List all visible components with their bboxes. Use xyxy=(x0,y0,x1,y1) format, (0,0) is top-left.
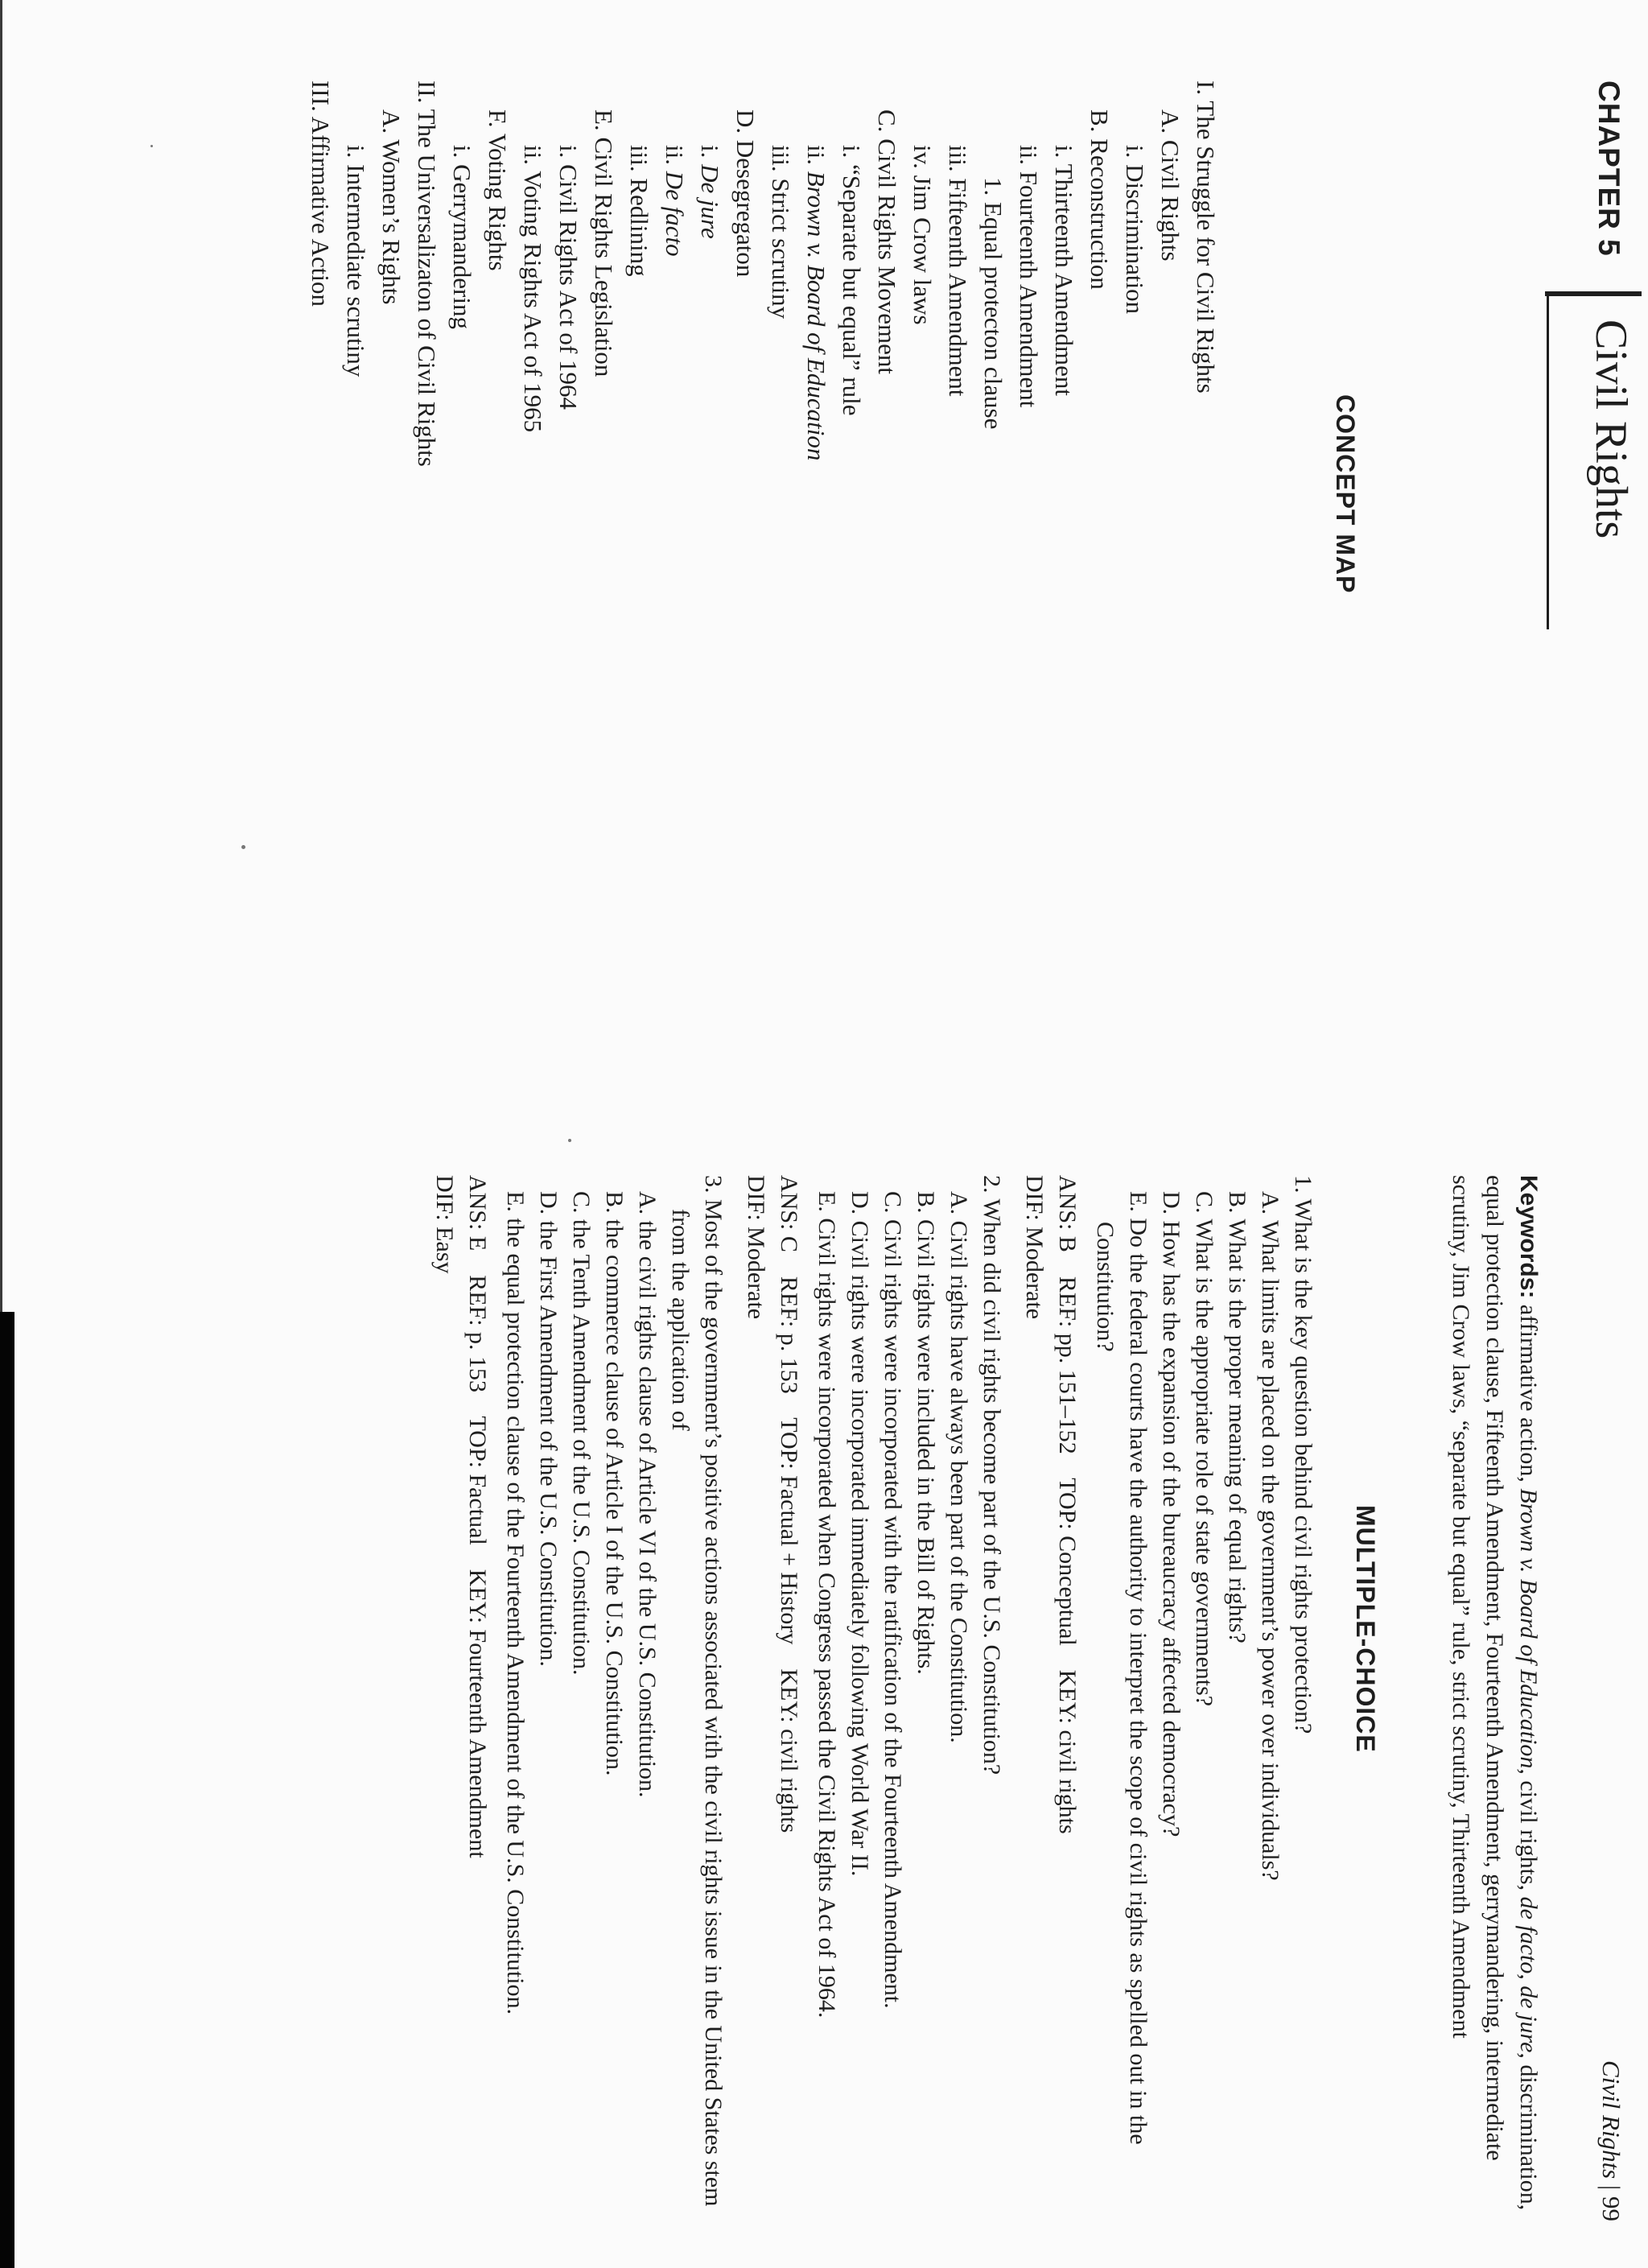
multiple-choice-heading: MULTIPLE-CHOICE xyxy=(1351,1505,1380,1753)
outline-marker: i. xyxy=(838,145,866,159)
answer-option xyxy=(1221,1175,1254,2213)
concept-map-heading: CONCEPT MAP xyxy=(1331,394,1360,594)
outline-item xyxy=(444,80,480,885)
outline-marker: iii. xyxy=(767,145,795,172)
option-letter: E. xyxy=(814,1191,840,1212)
running-head-title: Civil Rights xyxy=(1597,2060,1625,2179)
outline-text: De facto xyxy=(661,171,689,257)
outline-item xyxy=(869,80,904,885)
outline-marker: C. xyxy=(873,109,901,133)
question xyxy=(740,1175,1008,2213)
outline-marker: F. xyxy=(484,109,512,128)
answer-key: KEY: Fourteenth Amendment xyxy=(464,1569,491,1858)
outline-item xyxy=(515,80,550,885)
outline-item xyxy=(409,80,444,885)
outline-marker: i. xyxy=(342,145,370,159)
outline-item xyxy=(338,80,373,885)
answer-ans: ANS: E xyxy=(464,1175,491,1252)
outline-text: Women’s Rights xyxy=(377,139,406,305)
outline-text: The Universalizaton of Civil Rights xyxy=(413,109,441,467)
answer-ans: ANS: C xyxy=(776,1175,802,1252)
option-text: the First Amendment of the U.S. Constitution. xyxy=(535,1220,562,1667)
outline-text: “Separate but equal” rule xyxy=(838,164,866,416)
option-letter: D. xyxy=(535,1191,562,1215)
option-letter: E. xyxy=(502,1191,529,1212)
option-letter: B. xyxy=(1224,1191,1250,1214)
outline-text: Strict scrutiny xyxy=(767,178,795,320)
outline-item xyxy=(480,80,515,885)
option-text: the commerce clause of Article I of the U.S. Constitution. xyxy=(601,1219,628,1776)
scan-speck xyxy=(568,1139,571,1142)
answer-ans: ANS: B xyxy=(1054,1175,1081,1252)
chapter-label: CHAPTER 5 xyxy=(1592,80,1625,257)
answer-ref: REF: p. 153 xyxy=(776,1276,802,1394)
answer-option xyxy=(1254,1175,1287,2213)
outline-marker: III. xyxy=(307,80,335,112)
outline-item xyxy=(1082,80,1117,885)
outline-text: Jim Crow laws xyxy=(908,175,937,325)
answer-difficulty: DIF: Easy xyxy=(431,1175,458,1274)
outline-text: Fifteenth Amendment xyxy=(944,178,972,397)
answer-option xyxy=(942,1175,975,2213)
running-head-separator: | xyxy=(1597,2185,1625,2196)
outline-marker: iii. xyxy=(944,145,972,172)
answer-option xyxy=(843,1175,876,2213)
outline-marker: A. xyxy=(1156,109,1184,134)
option-text: the civil rights clause of Article VI of the U.S. Constitution. xyxy=(634,1220,661,1798)
scan-speck xyxy=(150,145,153,147)
multiple-choice-questions xyxy=(418,1175,1320,2213)
outline-item xyxy=(904,80,940,885)
outline-item xyxy=(940,80,975,885)
outline-text: Gerrymandering xyxy=(448,164,476,329)
outline-marker: A. xyxy=(377,109,406,134)
outline-item xyxy=(303,80,338,885)
answer-key-line xyxy=(1051,1175,1084,2213)
option-letter: C. xyxy=(568,1191,595,1214)
chapter-divider-rule xyxy=(1545,291,1642,296)
outline-marker: i. xyxy=(696,145,724,159)
chapter-title: Civil Rights xyxy=(1586,320,1636,539)
outline-item xyxy=(975,80,1011,885)
chapter-header-rule xyxy=(1547,291,1549,629)
keywords-italic-terms: de facto, de jure, xyxy=(1515,1896,1542,2059)
question-number: 1. xyxy=(1290,1175,1316,1194)
outline-item xyxy=(1152,80,1188,885)
option-letter: B. xyxy=(913,1191,939,1214)
option-letter: B. xyxy=(601,1191,628,1214)
answer-top: TOP: Factual + History xyxy=(776,1417,802,1645)
question-number: 3. xyxy=(700,1175,727,1194)
answer-option xyxy=(565,1175,598,2213)
option-text: the Tenth Amendment of the U.S. Constitution. xyxy=(568,1219,595,1676)
outline-text: Civil Rights Legislation xyxy=(590,137,618,377)
answer-option xyxy=(598,1175,631,2213)
option-text: the equal protection clause of the Fourteenth Amendment of the U.S. Constitution. xyxy=(502,1218,529,2015)
option-text: What is the proper meaning of equal rights? xyxy=(1224,1219,1250,1643)
answer-top: TOP: Conceptual xyxy=(1054,1478,1081,1646)
answer-option xyxy=(909,1175,942,2213)
outline-text: Voting Rights Act of 1965 xyxy=(519,171,547,433)
answer-key: KEY: civil rights xyxy=(1054,1669,1081,1834)
option-letter: D. xyxy=(1158,1191,1184,1215)
outline-text: Fourteenth Amendment xyxy=(1015,171,1043,408)
keywords-label: Keywords: xyxy=(1515,1175,1542,1299)
answer-option xyxy=(810,1175,843,2213)
answer-option xyxy=(1089,1175,1155,2213)
outline-text: Voting Rights xyxy=(484,133,512,271)
outline-marker: E. xyxy=(590,109,618,131)
keywords-part2: civil rights, xyxy=(1515,1780,1542,1891)
outline-item xyxy=(586,80,621,885)
question-number: 2. xyxy=(978,1175,1005,1194)
outline-marker: ii. xyxy=(519,145,547,165)
outline-marker: ii. xyxy=(661,145,689,165)
outline-marker: I. xyxy=(1192,80,1220,96)
outline-text: Discrimination xyxy=(1121,164,1149,315)
outline-text: The Struggle for Civil Rights xyxy=(1192,101,1220,394)
keywords-part3: discrimination, equal protection clause, Fifteenth Amendment, Fourteenth Amendment, gerrymandering, intermediate scrutiny, Jim Crow laws, “separate but equal” rule, strict scrutiny, Thirteenth Amendment xyxy=(1448,1175,1542,2211)
outline-item xyxy=(727,80,763,885)
answer-key: KEY: civil rights xyxy=(776,1668,802,1833)
outline-text: Affirmative Action xyxy=(307,116,335,307)
outline-marker: i. xyxy=(1121,145,1149,159)
outline-item xyxy=(798,80,834,885)
concept-map-outline xyxy=(303,80,1223,885)
outline-item xyxy=(692,80,727,885)
outline-text: Equal protecton clause xyxy=(979,202,1007,430)
option-letter: D. xyxy=(847,1191,873,1215)
outline-marker: iii. xyxy=(625,145,653,172)
keywords-case-name: Brown v. Board of Education, xyxy=(1515,1488,1542,1775)
outline-item xyxy=(763,80,798,885)
outline-text: Brown v. Board of Education xyxy=(802,171,830,461)
option-text: Civil rights were incorporated immediately following World War II. xyxy=(847,1220,873,1877)
option-text: Do the federal courts have the authority to interpret the scope of civil rights as spelled out in the Constitution? xyxy=(1092,1218,1152,2145)
option-letter: C. xyxy=(880,1191,906,1214)
outline-text: Intermediate scrutiny xyxy=(342,164,370,377)
option-text: Civil rights were incorporated when Congress passed the Civil Rights Act of 1964. xyxy=(814,1218,840,2019)
outline-item xyxy=(373,80,409,885)
option-text: What is the appropriate role of state governments? xyxy=(1191,1219,1217,1707)
answer-option xyxy=(631,1175,664,2213)
outline-marker: iv. xyxy=(908,145,937,169)
question-stem xyxy=(664,1175,730,2213)
outline-item xyxy=(621,80,657,885)
outline-text: Civil Rights Act of 1964 xyxy=(554,164,583,410)
option-text: Civil rights were incorporated with the ratification of the Fourteenth Amendment. xyxy=(880,1219,906,2009)
keywords-paragraph xyxy=(1444,1175,1545,2213)
answer-key-line xyxy=(772,1175,805,2213)
outline-marker: ii. xyxy=(802,145,830,165)
outline-item xyxy=(1117,80,1152,885)
answer-option xyxy=(876,1175,909,2213)
question xyxy=(1018,1175,1320,2213)
option-text: What limits are placed on the government’s power over individuals? xyxy=(1257,1220,1283,1881)
scan-speck xyxy=(241,845,245,849)
outline-text: Redlining xyxy=(625,178,653,277)
outline-item xyxy=(834,80,869,885)
option-text: How has the expansion of the bureaucracy affected democracy? xyxy=(1158,1220,1184,1837)
keywords-part1: affirmative action, xyxy=(1515,1304,1542,1482)
question-text: What is the key question behind civil rights protection? xyxy=(1290,1198,1316,1734)
outline-item xyxy=(550,80,586,885)
answer-key-line xyxy=(461,1175,494,2213)
question-text: When did civil rights become part of the U.S. Constitution? xyxy=(978,1198,1005,1775)
outline-text: Civil Rights xyxy=(1156,139,1184,262)
outline-item xyxy=(1188,80,1223,885)
outline-marker: i. xyxy=(554,145,583,159)
answer-top: TOP: Factual xyxy=(464,1416,491,1545)
answer-option xyxy=(1188,1175,1221,2213)
outline-text: Thirteenth Amendment xyxy=(1050,163,1078,396)
outline-marker: i. xyxy=(1050,145,1078,159)
answer-ref: REF: pp. 151–152 xyxy=(1054,1276,1081,1454)
outline-text: Desegregaton xyxy=(731,139,760,278)
option-letter: A. xyxy=(1257,1191,1283,1215)
answer-option xyxy=(1155,1175,1188,2213)
outline-marker: II. xyxy=(413,80,441,104)
answer-difficulty: DIF: Moderate xyxy=(1021,1175,1048,1320)
answer-option xyxy=(532,1175,565,2213)
question-stem xyxy=(1287,1175,1320,2213)
page-number: 99 xyxy=(1597,2196,1625,2221)
answer-difficulty: DIF: Moderate xyxy=(743,1175,769,1320)
outline-marker: B. xyxy=(1086,109,1114,133)
outline-text: De jure xyxy=(696,164,724,239)
answer-ref: REF: p. 153 xyxy=(464,1275,491,1393)
outline-marker: 1. xyxy=(979,177,1007,196)
outline-marker: i. xyxy=(448,145,476,159)
option-letter: A. xyxy=(946,1191,972,1215)
option-text: Civil rights have always been part of the Constitution. xyxy=(946,1220,972,1743)
outline-item xyxy=(657,80,692,885)
outline-item xyxy=(1046,80,1082,885)
outline-text: Reconstruction xyxy=(1086,138,1114,290)
question-text: Most of the government’s positive actions associated with the civil rights issue in the United States stem from the application of xyxy=(667,1199,727,2207)
option-letter: C. xyxy=(1191,1191,1217,1214)
running-head xyxy=(1596,2060,1625,2221)
outline-marker: ii. xyxy=(1015,145,1043,165)
outline-marker: D. xyxy=(731,109,760,134)
option-text: Civil rights were included in the Bill of Rights. xyxy=(913,1219,939,1675)
question xyxy=(428,1175,730,2213)
option-letter: A. xyxy=(634,1191,661,1215)
answer-option xyxy=(499,1175,532,2213)
outline-text: Civil Rights Movement xyxy=(873,138,901,374)
question-stem xyxy=(975,1175,1008,2213)
outline-item xyxy=(1011,80,1046,885)
option-letter: E. xyxy=(1125,1191,1152,1212)
